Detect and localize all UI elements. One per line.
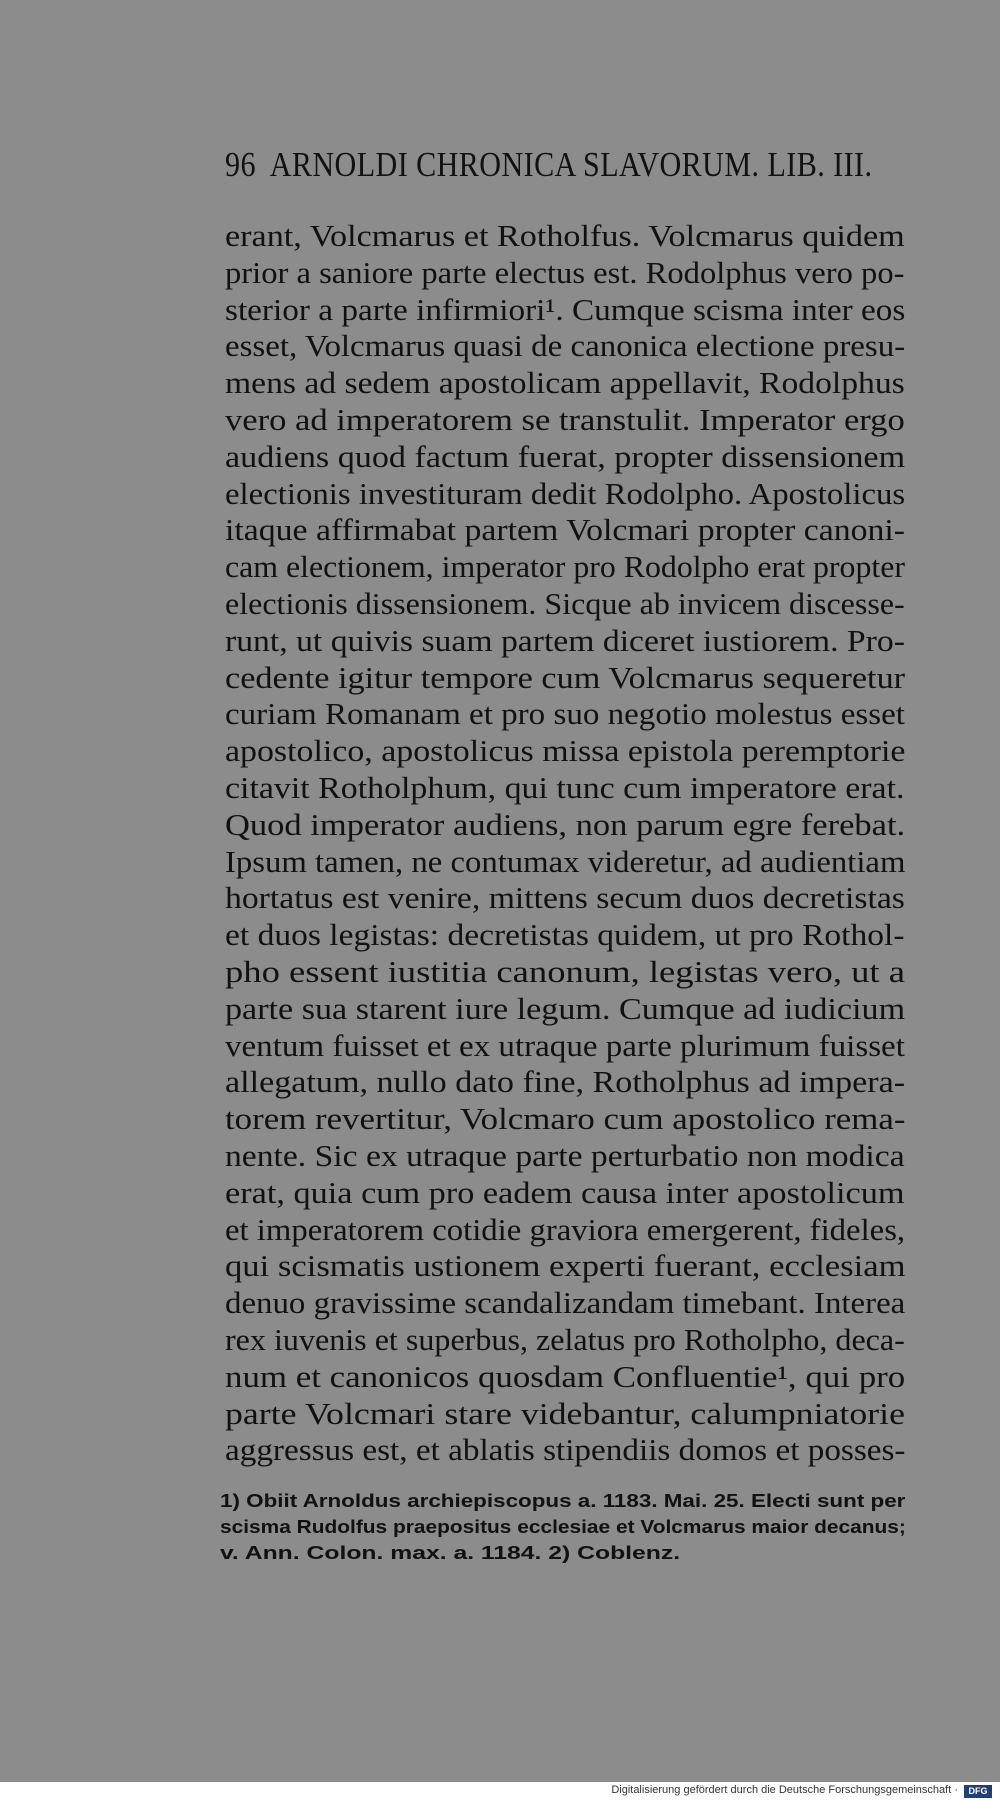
running-head — [225, 140, 873, 190]
text-line: cedente igitur tempore cum Volcmarus sequeretur — [225, 659, 906, 695]
text-line: hortatus est venire, mittens secum duos decretistas — [225, 880, 905, 916]
text-line: prior a saniore parte electus est. Rodolphus vero po- — [225, 254, 905, 290]
text-line: electionis investituram dedit Rodolpho. Apostolicus — [225, 475, 906, 511]
text-line: et imperatorem cotidie graviora emergerent, fideles, — [225, 1211, 906, 1247]
footnote-line: v. Ann. Colon. max. a. 1184. 2) Coblenz. — [220, 1543, 681, 1563]
text-line: apostolico, apostolicus missa epistola peremptorie — [225, 733, 906, 769]
text-line: electionis dissensionem. Sicque ab invicem discesse- — [225, 586, 905, 621]
text-line: parte Volcmari stare videbantur, calumpniatorie — [225, 1395, 906, 1431]
dfg-logo-icon: DFG — [964, 1785, 992, 1798]
text-line: curiam Romanam et pro suo negotio molestus esset — [225, 696, 905, 732]
text-line: cam electionem, imperator pro Rodolpho erat propter — [225, 549, 905, 585]
credit-text: Digitalisierung gefördert durch die Deutsche Forschungsgemeinschaft · — [611, 1784, 958, 1796]
text-line: denuo gravissime scandalizandam timebant. Interea — [225, 1285, 906, 1321]
text-line: mens ad sedem apostolicam appellavit, Rodolphus — [225, 365, 905, 401]
digitization-credit-bar — [0, 1782, 1000, 1800]
text-line: num et canonicos quosdam Confluentie¹, qui pro — [225, 1358, 906, 1394]
text-line: aggressus est, et ablatis stipendiis domos et posses- — [225, 1432, 906, 1468]
text-line: Ipsum tamen, ne contumax videretur, ad audientiam — [225, 843, 906, 879]
text-line: sterior a parte infirmiori¹. Cumque scisma inter eos — [225, 291, 906, 327]
text-line: audiens quod factum fuerat, propter dissensionem — [225, 438, 906, 474]
running-title: ARNOLDI CHRONICA SLAVORUM. LIB. III. — [269, 145, 873, 184]
text-line: ventum fuisset et ex utraque parte plurimum fuisset — [225, 1027, 905, 1063]
text-line: torem revertitur, Volcmaro cum apostolico rema- — [225, 1101, 906, 1137]
text-line: nente. Sic ex utraque parte perturbatio non modica — [225, 1138, 905, 1173]
text-line: citavit Rotholphum, qui tunc cum imperatore erat. — [225, 770, 905, 805]
text-line: et duos legistas: decretistas quidem, ut pro Rothol- — [225, 917, 905, 953]
text-line: itaque affirmabat partem Volcmari propter canoni- — [225, 512, 906, 548]
text-line: erat, quia cum pro eadem causa inter apostolicum — [225, 1174, 905, 1210]
text-line: qui scismatis ustionem experti fuerant, ecclesiam — [225, 1248, 906, 1284]
text-line: allegatum, nullo dato fine, Rotholphus ad impera- — [225, 1064, 906, 1100]
text-line: Quod imperator audiens, non parum egre ferebat. — [225, 806, 906, 842]
text-line: rex iuvenis et superbus, zelatus pro Rotholpho, deca- — [225, 1322, 905, 1357]
footnote-line: 1) Obiit Arnoldus archiepiscopus a. 1183. Mai. 25. Electi sunt per — [220, 1491, 906, 1511]
text-line: esset, Volcmarus quasi de canonica electione presu- — [225, 328, 906, 364]
page-number: 96 — [225, 145, 256, 184]
text-line: runt, ut quivis suam partem diceret iustiorem. Pro- — [225, 622, 905, 658]
text-line: pho essent iustitia canonum, legistas vero, ut a — [225, 954, 905, 989]
text-line: parte sua starent iure legum. Cumque ad iudicium — [225, 990, 906, 1026]
text-line: erant, Volcmarus et Rotholfus. Volcmarus quidem — [225, 218, 905, 253]
text-line: vero ad imperatorem se transtulit. Imperator ergo — [225, 402, 905, 437]
footnote-line: scisma Rudolfus praepositus ecclesiae et Volcmarus maior decanus; — [220, 1517, 906, 1537]
